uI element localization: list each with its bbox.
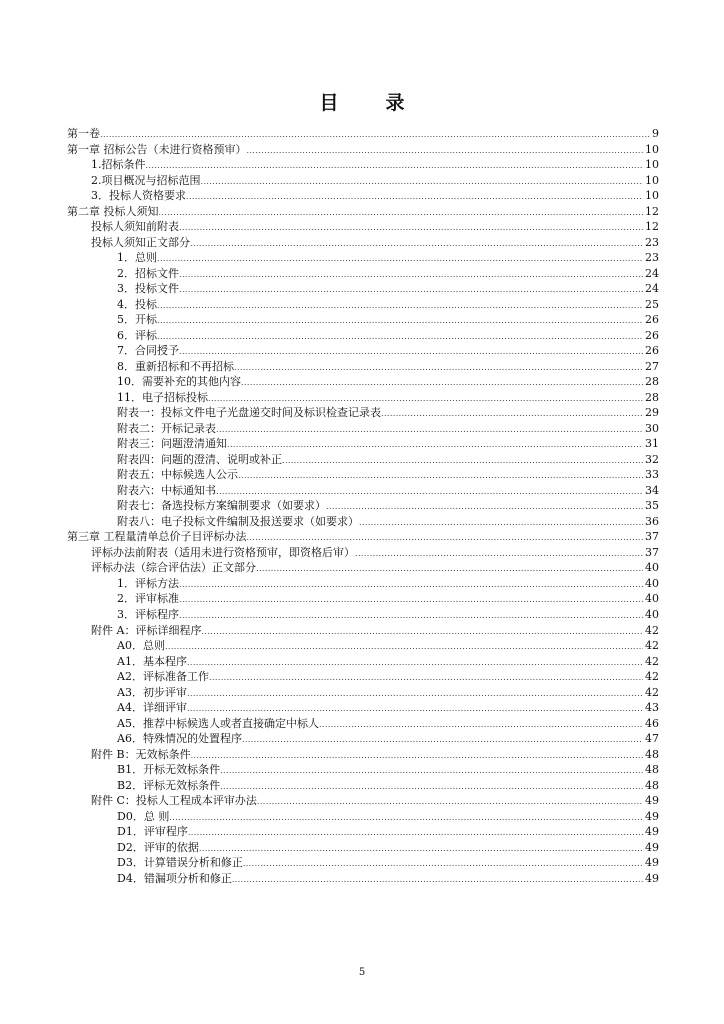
toc-dot-leader bbox=[179, 592, 643, 608]
toc-entry-page: 10 bbox=[645, 158, 659, 172]
toc-entry-title: 附件 C：投标人工程成本评审办法 bbox=[91, 794, 257, 808]
toc-entry-title: D2．评审的依据 bbox=[117, 840, 199, 854]
toc-entry[interactable] bbox=[67, 871, 659, 887]
toc-entry-title: A4．详细评审 bbox=[117, 701, 187, 715]
toc-entry[interactable] bbox=[67, 529, 659, 545]
toc-entry-title: 评标办法前附表（适用未进行资格预审，即资格后审） bbox=[91, 545, 355, 559]
toc-dot-leader bbox=[190, 236, 643, 252]
toc-entry[interactable] bbox=[67, 607, 659, 623]
toc-entry[interactable] bbox=[67, 809, 659, 825]
toc-entry[interactable] bbox=[67, 498, 659, 514]
toc-entry-page: 26 bbox=[645, 328, 659, 342]
toc-entry[interactable] bbox=[67, 405, 659, 421]
toc-entry-page: 49 bbox=[645, 794, 659, 808]
toc-dot-leader bbox=[227, 437, 643, 453]
toc-dot-leader bbox=[179, 344, 643, 360]
toc-entry-title: A3．初步评审 bbox=[117, 685, 187, 699]
toc-entry-page: 32 bbox=[645, 452, 659, 466]
toc-entry-page: 10 bbox=[645, 173, 659, 187]
toc-entry[interactable] bbox=[67, 188, 659, 204]
toc-dot-leader bbox=[179, 282, 643, 298]
toc-entry-title: 10．需要补充的其他内容 bbox=[117, 375, 241, 389]
toc-entry-page: 36 bbox=[645, 514, 659, 528]
toc-entry-page: 37 bbox=[645, 530, 659, 544]
toc-entry-page: 42 bbox=[645, 685, 659, 699]
toc-entry[interactable] bbox=[67, 126, 659, 142]
toc-entry-title: 4．投标 bbox=[117, 297, 157, 311]
toc-entry-page: 47 bbox=[645, 732, 659, 746]
toc-entry-title: 评标办法（综合评估法）正文部分 bbox=[91, 561, 256, 575]
toc-entry-title: B2．评标无效标条件 bbox=[117, 778, 221, 792]
toc-entry[interactable] bbox=[67, 235, 659, 251]
toc-dot-leader bbox=[208, 391, 643, 407]
toc-entry-page: 49 bbox=[645, 809, 659, 823]
toc-dot-leader bbox=[186, 189, 643, 205]
toc-entry[interactable] bbox=[67, 793, 659, 809]
toc-entry-page: 40 bbox=[645, 561, 659, 575]
toc-entry-page: 43 bbox=[645, 701, 659, 715]
toc-entry-page: 48 bbox=[645, 778, 659, 792]
toc-entry-title: 第一卷 bbox=[67, 127, 100, 140]
toc-entry[interactable] bbox=[67, 762, 659, 778]
toc-entry-page: 42 bbox=[645, 654, 659, 668]
toc-entry[interactable] bbox=[67, 421, 659, 437]
toc-entry[interactable] bbox=[67, 623, 659, 639]
toc-entry-page: 42 bbox=[645, 670, 659, 684]
toc-entry-page: 24 bbox=[645, 266, 659, 280]
toc-dot-leader bbox=[187, 686, 643, 702]
toc-entry-title: A5．推荐中标候选人或者直接确定中标人 bbox=[117, 716, 319, 730]
toc-entry[interactable] bbox=[67, 855, 659, 871]
toc-entry-page: 9 bbox=[652, 127, 659, 140]
toc-entry-page: 42 bbox=[645, 639, 659, 653]
toc-entry-page: 10 bbox=[645, 142, 659, 156]
toc-entry-page: 26 bbox=[645, 313, 659, 327]
toc-dot-leader bbox=[241, 375, 643, 391]
toc-entry[interactable] bbox=[67, 778, 659, 794]
toc-entry-title: D3．计算错误分析和修正 bbox=[117, 856, 243, 870]
toc-entry-title: 投标人须知正文部分 bbox=[91, 235, 190, 249]
toc-entry-page: 49 bbox=[645, 840, 659, 854]
toc-dot-leader bbox=[199, 841, 643, 857]
toc-entry-title: D0．总 则 bbox=[117, 809, 170, 823]
toc-dot-leader bbox=[187, 655, 643, 671]
toc-entry[interactable] bbox=[67, 669, 659, 685]
toc-entry-page: 29 bbox=[645, 406, 659, 420]
toc-dot-leader bbox=[209, 670, 643, 686]
toc-dot-leader bbox=[179, 267, 643, 283]
toc-entry-page: 35 bbox=[645, 499, 659, 513]
toc-entry-title: 3．评标程序 bbox=[117, 607, 179, 621]
toc-dot-leader bbox=[157, 298, 643, 314]
toc-entry[interactable] bbox=[67, 328, 659, 344]
toc-entry[interactable] bbox=[67, 638, 659, 654]
toc-entry-title: 附表七：备选投标方案编制要求（如要求） bbox=[117, 499, 326, 513]
toc-entry-page: 31 bbox=[645, 437, 659, 451]
toc-entry-page: 49 bbox=[645, 856, 659, 870]
toc-dot-leader bbox=[179, 220, 643, 236]
page-title: 目 录 bbox=[319, 92, 419, 114]
toc-entry-title: 2．评审标准 bbox=[117, 592, 179, 606]
page-number: 5 bbox=[358, 967, 366, 978]
toc-entry-page: 28 bbox=[645, 375, 659, 389]
toc-entry-page: 49 bbox=[645, 871, 659, 885]
toc-entry-title: A6．特殊情况的处置程序 bbox=[117, 732, 242, 746]
toc-entry-title: 6．评标 bbox=[117, 328, 157, 342]
toc-entry-title: A2．评标准备工作 bbox=[117, 670, 209, 684]
toc-entry-page: 46 bbox=[645, 716, 659, 730]
toc-entry[interactable] bbox=[67, 266, 659, 282]
toc-entry-title: 8．重新招标和不再招标 bbox=[117, 359, 234, 373]
toc-dot-leader bbox=[179, 608, 643, 624]
toc-entry[interactable] bbox=[67, 436, 659, 452]
toc-dot-leader bbox=[234, 360, 643, 376]
toc-dot-leader bbox=[216, 484, 643, 500]
toc-dot-leader bbox=[326, 499, 643, 515]
toc-entry[interactable] bbox=[67, 545, 659, 561]
toc-entry-title: 2．招标文件 bbox=[117, 266, 179, 280]
toc-entry-page: 26 bbox=[645, 344, 659, 358]
toc-entry-title: 投标人须知前附表 bbox=[91, 220, 179, 234]
toc-entry[interactable] bbox=[67, 731, 659, 747]
toc-dot-leader bbox=[187, 701, 643, 717]
toc-entry-title: A0．总则 bbox=[117, 639, 165, 653]
toc-entry-page: 12 bbox=[645, 220, 659, 234]
toc-entry-page: 40 bbox=[645, 576, 659, 590]
toc-dot-leader bbox=[159, 205, 644, 221]
toc-entry-page: 27 bbox=[645, 359, 659, 373]
toc-dot-leader bbox=[169, 810, 643, 826]
toc-entry-page: 10 bbox=[645, 189, 659, 203]
toc-dot-leader bbox=[157, 329, 643, 345]
toc-entry-title: 附表八：电子投标文件编制及报送要求（如要求） bbox=[117, 514, 359, 528]
table-of-contents bbox=[67, 126, 659, 886]
toc-dot-leader bbox=[243, 856, 643, 872]
toc-entry[interactable] bbox=[67, 840, 659, 856]
toc-entry-title: 附表五：中标候选人公示 bbox=[117, 468, 238, 482]
toc-dot-leader bbox=[201, 174, 644, 190]
toc-dot-leader bbox=[359, 515, 643, 531]
toc-entry[interactable] bbox=[67, 297, 659, 313]
toc-entry-title: D1．评审程序 bbox=[117, 825, 188, 839]
toc-entry-title: 附表一：投标文件电子光盘递交时间及标识检查记录表 bbox=[117, 406, 381, 420]
toc-entry[interactable] bbox=[67, 359, 659, 375]
toc-entry-title: 附件 A：评标详细程序 bbox=[91, 623, 202, 637]
toc-entry[interactable] bbox=[67, 157, 659, 173]
toc-entry[interactable] bbox=[67, 514, 659, 530]
toc-entry[interactable] bbox=[67, 576, 659, 592]
toc-entry[interactable] bbox=[67, 312, 659, 328]
toc-entry-title: 附件 B：无效标条件 bbox=[91, 747, 191, 761]
toc-entry-title: D4．错漏项分析和修正 bbox=[117, 871, 232, 885]
toc-entry-title: 附表四：问题的澄清、说明或补正 bbox=[117, 452, 282, 466]
toc-entry[interactable] bbox=[67, 747, 659, 763]
toc-entry-title: 附表六：中标通知书 bbox=[117, 483, 216, 497]
toc-dot-leader bbox=[319, 717, 643, 733]
toc-entry-page: 42 bbox=[645, 623, 659, 637]
toc-entry[interactable] bbox=[67, 250, 659, 266]
toc-entry-title: 附表三：问题澄清通知 bbox=[117, 437, 227, 451]
toc-dot-leader bbox=[179, 577, 643, 593]
toc-entry-page: 23 bbox=[645, 251, 659, 265]
toc-entry[interactable] bbox=[67, 716, 659, 732]
toc-dot-leader bbox=[257, 794, 643, 810]
toc-entry-page: 40 bbox=[645, 607, 659, 621]
toc-entry-title: 1．评标方法 bbox=[117, 576, 179, 590]
toc-dot-leader bbox=[216, 422, 643, 438]
toc-dot-leader bbox=[381, 406, 643, 422]
toc-entry-page: 25 bbox=[645, 297, 659, 311]
toc-dot-leader bbox=[220, 763, 643, 779]
toc-dot-leader bbox=[247, 530, 644, 546]
toc-entry[interactable] bbox=[67, 654, 659, 670]
toc-entry-title: 附表二：开标记录表 bbox=[117, 421, 216, 435]
toc-entry-title: 1．总则 bbox=[117, 251, 157, 265]
toc-entry-title: 2.项目概况与招标范围 bbox=[91, 173, 201, 187]
toc-entry-title: 11．电子招标投标 bbox=[117, 390, 208, 404]
toc-dot-leader bbox=[157, 313, 643, 329]
toc-entry-title: 3．投标文件 bbox=[117, 282, 179, 296]
toc-dot-leader bbox=[188, 825, 643, 841]
toc-entry[interactable] bbox=[67, 374, 659, 390]
toc-entry-page: 12 bbox=[645, 204, 659, 218]
toc-entry-page: 48 bbox=[645, 763, 659, 777]
toc-dot-leader bbox=[201, 624, 643, 640]
toc-entry[interactable] bbox=[67, 483, 659, 499]
toc-entry[interactable] bbox=[67, 467, 659, 483]
toc-entry[interactable] bbox=[67, 591, 659, 607]
toc-dot-leader bbox=[247, 143, 644, 159]
toc-entry[interactable] bbox=[67, 142, 659, 158]
toc-dot-leader bbox=[100, 127, 650, 143]
toc-entry-title: B1．开标无效标条件 bbox=[117, 763, 221, 777]
toc-dot-leader bbox=[282, 453, 643, 469]
toc-entry-page: 37 bbox=[645, 545, 659, 559]
toc-entry-title: 7．合同授予 bbox=[117, 344, 179, 358]
toc-dot-leader bbox=[146, 158, 644, 174]
toc-entry[interactable] bbox=[67, 700, 659, 716]
toc-entry[interactable] bbox=[67, 685, 659, 701]
toc-entry-page: 28 bbox=[645, 390, 659, 404]
toc-entry[interactable] bbox=[67, 343, 659, 359]
toc-entry-page: 23 bbox=[645, 235, 659, 249]
toc-entry-title: 1.招标条件 bbox=[91, 158, 146, 172]
toc-entry-page: 40 bbox=[645, 592, 659, 606]
toc-dot-leader bbox=[191, 748, 643, 764]
toc-dot-leader bbox=[256, 561, 643, 577]
toc-entry-page: 30 bbox=[645, 421, 659, 435]
toc-entry[interactable] bbox=[67, 452, 659, 468]
toc-entry[interactable] bbox=[67, 824, 659, 840]
toc-dot-leader bbox=[165, 639, 643, 655]
toc-dot-leader bbox=[238, 468, 643, 484]
toc-dot-leader bbox=[232, 872, 643, 888]
toc-entry[interactable] bbox=[67, 281, 659, 297]
toc-entry-title: 第二章 投标人须知 bbox=[67, 204, 159, 218]
toc-dot-leader bbox=[220, 779, 643, 795]
toc-dot-leader bbox=[242, 732, 643, 748]
toc-entry-page: 24 bbox=[645, 282, 659, 296]
toc-entry[interactable] bbox=[67, 390, 659, 406]
toc-entry-page: 48 bbox=[645, 747, 659, 761]
toc-entry-title: 3．投标人资格要求 bbox=[91, 189, 186, 203]
toc-entry-title: A1．基本程序 bbox=[117, 654, 187, 668]
toc-entry[interactable] bbox=[67, 560, 659, 576]
toc-entry-page: 49 bbox=[645, 825, 659, 839]
toc-entry-title: 5．开标 bbox=[117, 313, 157, 327]
toc-dot-leader bbox=[157, 251, 643, 267]
toc-entry-title: 第三章 工程量清单总价子目评标办法 bbox=[67, 530, 247, 544]
toc-dot-leader bbox=[355, 546, 643, 562]
toc-entry[interactable] bbox=[67, 204, 659, 220]
toc-entry[interactable] bbox=[67, 173, 659, 189]
toc-entry-page: 33 bbox=[645, 468, 659, 482]
toc-entry[interactable] bbox=[67, 219, 659, 235]
toc-entry-page: 34 bbox=[645, 483, 659, 497]
toc-entry-title: 第一章 招标公告（未进行资格预审） bbox=[67, 142, 247, 156]
